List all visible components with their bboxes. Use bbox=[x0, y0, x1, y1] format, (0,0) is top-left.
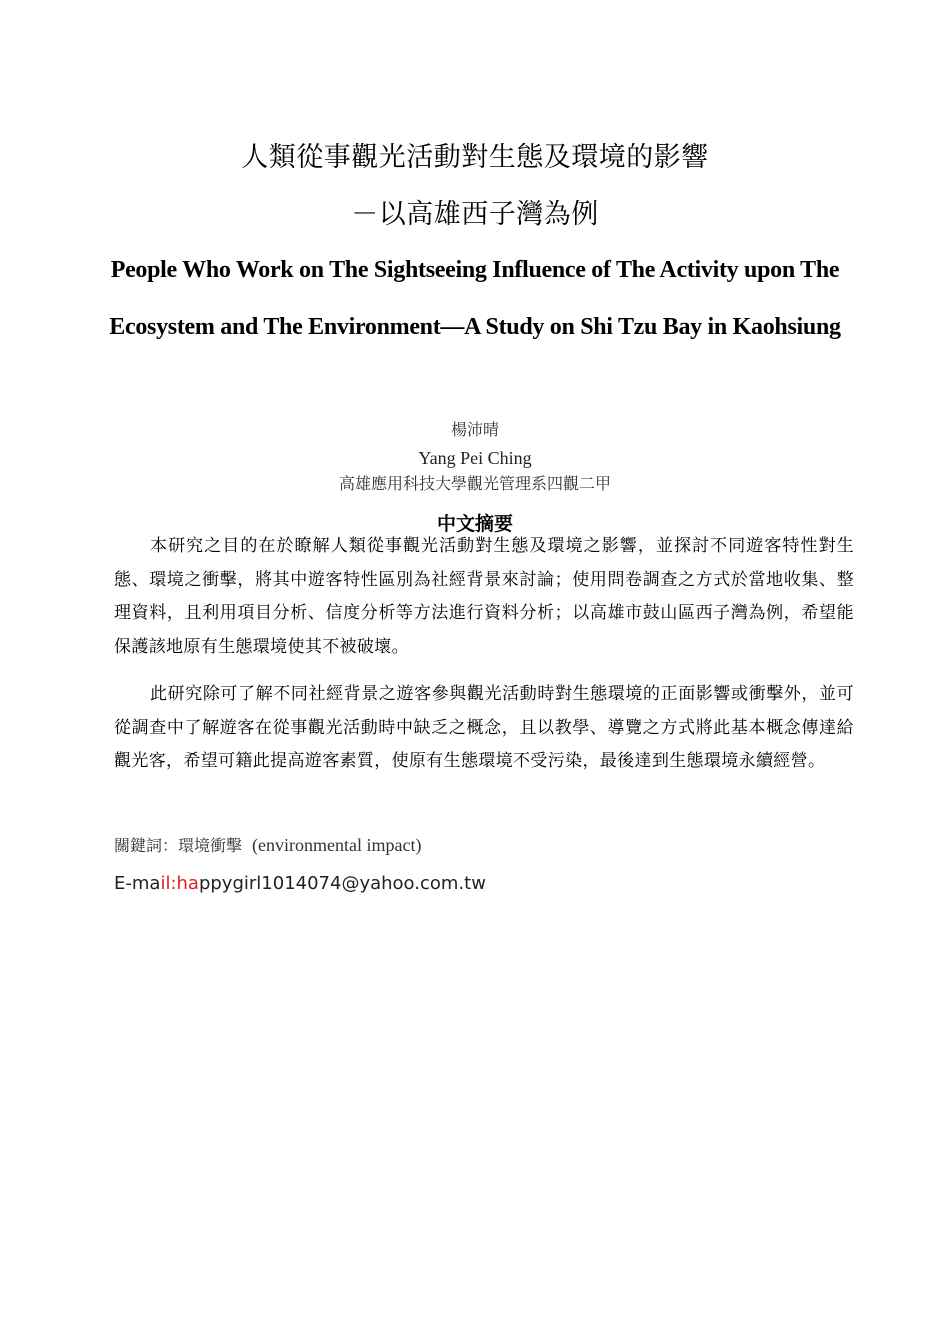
email-text-start: E-ma bbox=[114, 873, 161, 894]
email-text-end: ppygirl1014074@yahoo.com.tw bbox=[198, 873, 486, 894]
keywords-english: (environmental impact) bbox=[252, 835, 422, 855]
keywords bbox=[114, 832, 421, 859]
abstract-paragraph-1: 本研究之目的在於瞭解人類從事觀光活動對生態及環境之影響，並探討不同遊客特性對生態、環境之衝擊，將其中遊客特性區別為社經背景來討論；使用問卷調查之方式於當地收集、整理資料，且利用項目分析、信度分析等方法進行資料分析；以高雄市鼓山區西子灣為例，希望能保護該地原有生態環境使其不被破壞。 bbox=[114, 536, 854, 657]
title-chinese-line2: －以高雄西子灣為例 bbox=[351, 199, 599, 230]
keywords-label: 關鍵詞：環境衝擊 bbox=[114, 836, 243, 855]
author-name-chinese: 楊沛晴 bbox=[450, 420, 499, 439]
author-affiliation: 高雄應用科技大學觀光管理系四觀二甲 bbox=[338, 474, 611, 493]
author-name-english: Yang Pei Ching bbox=[418, 448, 532, 468]
email-line bbox=[114, 871, 486, 897]
abstract-heading: 中文摘要 bbox=[436, 513, 513, 535]
email-text-highlighted: il:ha bbox=[160, 873, 199, 894]
title-chinese-line1: 人類從事觀光活動對生態及環境的影響 bbox=[241, 142, 709, 173]
abstract-paragraph-2: 此研究除可了解不同社經背景之遊客參與觀光活動時對生態環境的正面影響或衝擊外，並可從調查中了解遊客在從事觀光活動時中缺乏之概念，且以教學、導覽之方式將此基本概念傳達給觀光客，希望可籍此提高遊客素質，使原有生態環境不受污染，最後達到生態環境永續經營。 bbox=[114, 684, 854, 771]
title-english: People Who Work on The Sightseeing Influence of The Activity upon The Ecosystem and The Environment—A Study on Shi Tzu Bay in Kaohsiung bbox=[109, 257, 841, 340]
